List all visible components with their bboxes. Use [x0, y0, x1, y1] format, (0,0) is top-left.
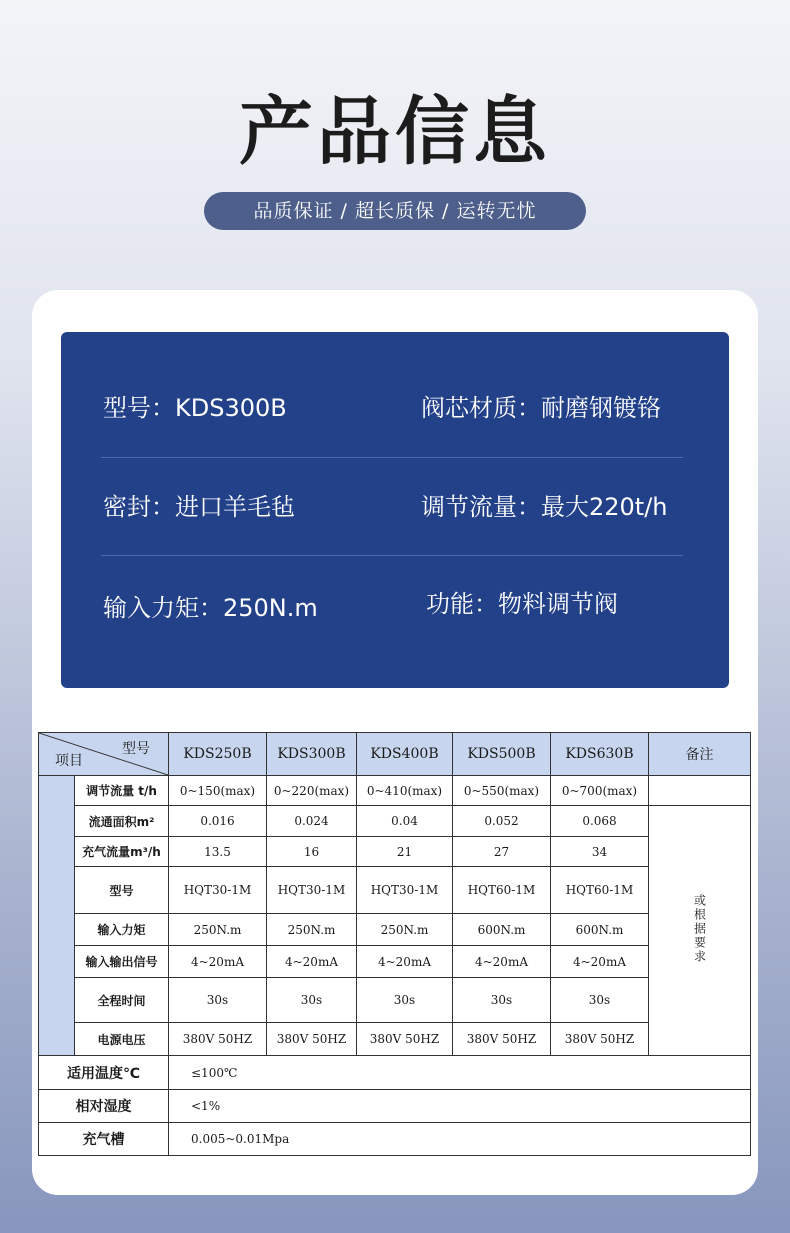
- row-label: 输入输出信号: [75, 946, 169, 978]
- table-cell: 30s: [551, 978, 649, 1023]
- row-label: 调节流量 t/h: [75, 776, 169, 806]
- table-cell: 0~550(max): [453, 776, 551, 806]
- tagline-badge: 品质保证 / 超长质保 / 运转无忧: [204, 192, 586, 230]
- spec-function: 功能：物料调节阀: [426, 590, 618, 618]
- model-header: KDS500B: [453, 733, 551, 776]
- corner-model-label: 型号: [122, 741, 150, 757]
- table-cell: 16: [267, 837, 357, 867]
- table-cell: 380V 50HZ: [453, 1023, 551, 1056]
- table-cell: 30s: [267, 978, 357, 1023]
- remark-note: 或根据要求: [692, 894, 707, 964]
- remark-header: 备注: [649, 733, 751, 776]
- table-cell: 380V 50HZ: [551, 1023, 649, 1056]
- model-header: KDS630B: [551, 733, 649, 776]
- table-cell: 0.04: [357, 806, 453, 837]
- table-row: [39, 1023, 751, 1056]
- spec-core-material: 阀芯材质：耐磨钢镀铬: [421, 394, 661, 422]
- table-cell: 27: [453, 837, 551, 867]
- table-cell: HQT60-1M: [551, 867, 649, 914]
- table-cell: 4~20mA: [357, 946, 453, 978]
- spec-row: [101, 555, 683, 653]
- spec-model: 型号：KDS300B: [103, 394, 287, 422]
- page-title: 产品信息: [239, 89, 551, 175]
- table-cell: 0.024: [267, 806, 357, 837]
- spec-flow: 调节流量：最大220t/h: [421, 493, 668, 521]
- row-label: 适用温度℃: [39, 1056, 169, 1090]
- table-cell: 30s: [169, 978, 267, 1023]
- table-header-row: [39, 733, 751, 776]
- table-cell: 250N.m: [169, 914, 267, 946]
- table-cell: 250N.m: [267, 914, 357, 946]
- spec-row: [101, 359, 683, 457]
- row-label: 电源电压: [75, 1023, 169, 1056]
- table-cell: 0.068: [551, 806, 649, 837]
- spec-row: [101, 457, 683, 555]
- table-row: [39, 1090, 751, 1123]
- table-cell: <1%: [169, 1090, 751, 1123]
- group-label-cell: [39, 776, 75, 1056]
- spec-seal: 密封：进口羊毛毡: [103, 493, 295, 521]
- spec-table: [38, 732, 751, 1156]
- table-cell: 34: [551, 837, 649, 867]
- row-label: 充气流量m³/h: [75, 837, 169, 867]
- table-cell: 13.5: [169, 837, 267, 867]
- table-cell: 4~20mA: [551, 946, 649, 978]
- row-label: 相对湿度: [39, 1090, 169, 1123]
- row-label: 型号: [75, 867, 169, 914]
- table-cell: 0.016: [169, 806, 267, 837]
- table-cell: ≤100℃: [169, 1056, 751, 1090]
- model-header: KDS250B: [169, 733, 267, 776]
- table-cell: 0~410(max): [357, 776, 453, 806]
- table-cell: HQT30-1M: [357, 867, 453, 914]
- table-corner-cell: [39, 733, 169, 776]
- model-header: KDS400B: [357, 733, 453, 776]
- table-cell: 0~220(max): [267, 776, 357, 806]
- row-label: 全程时间: [75, 978, 169, 1023]
- table-cell: 0~150(max): [169, 776, 267, 806]
- row-label: 流通面积m²: [75, 806, 169, 837]
- table-cell: 0~700(max): [551, 776, 649, 806]
- table-cell: 0.052: [453, 806, 551, 837]
- table-cell: 4~20mA: [453, 946, 551, 978]
- table-cell: HQT60-1M: [453, 867, 551, 914]
- model-header: KDS300B: [267, 733, 357, 776]
- remark-empty-cell: [649, 776, 751, 806]
- table-cell: 600N.m: [453, 914, 551, 946]
- table-cell: 4~20mA: [169, 946, 267, 978]
- table-row: [39, 1056, 751, 1090]
- row-label: 充气槽: [39, 1123, 169, 1156]
- table-row: [39, 914, 751, 946]
- table-row: [39, 776, 751, 806]
- table-row: [39, 837, 751, 867]
- table-row: [39, 978, 751, 1023]
- table-cell: 0.005~0.01Mpa: [169, 1123, 751, 1156]
- corner-item-label: 项目: [55, 753, 83, 769]
- table-row: [39, 867, 751, 914]
- table-cell: 380V 50HZ: [169, 1023, 267, 1056]
- spec-torque: 输入力矩：250N.m: [103, 594, 318, 622]
- table-cell: HQT30-1M: [267, 867, 357, 914]
- table-row: [39, 806, 751, 837]
- table-cell: HQT30-1M: [169, 867, 267, 914]
- table-cell: 600N.m: [551, 914, 649, 946]
- table-cell: 30s: [357, 978, 453, 1023]
- spec-panel: [61, 332, 729, 688]
- table-cell: 4~20mA: [267, 946, 357, 978]
- table-cell: 21: [357, 837, 453, 867]
- remark-cell: [649, 806, 751, 1056]
- table-cell: 250N.m: [357, 914, 453, 946]
- table-cell: 30s: [453, 978, 551, 1023]
- table-row: [39, 1123, 751, 1156]
- row-label: 输入力矩: [75, 914, 169, 946]
- table-cell: 380V 50HZ: [357, 1023, 453, 1056]
- table-cell: 380V 50HZ: [267, 1023, 357, 1056]
- table-row: [39, 946, 751, 978]
